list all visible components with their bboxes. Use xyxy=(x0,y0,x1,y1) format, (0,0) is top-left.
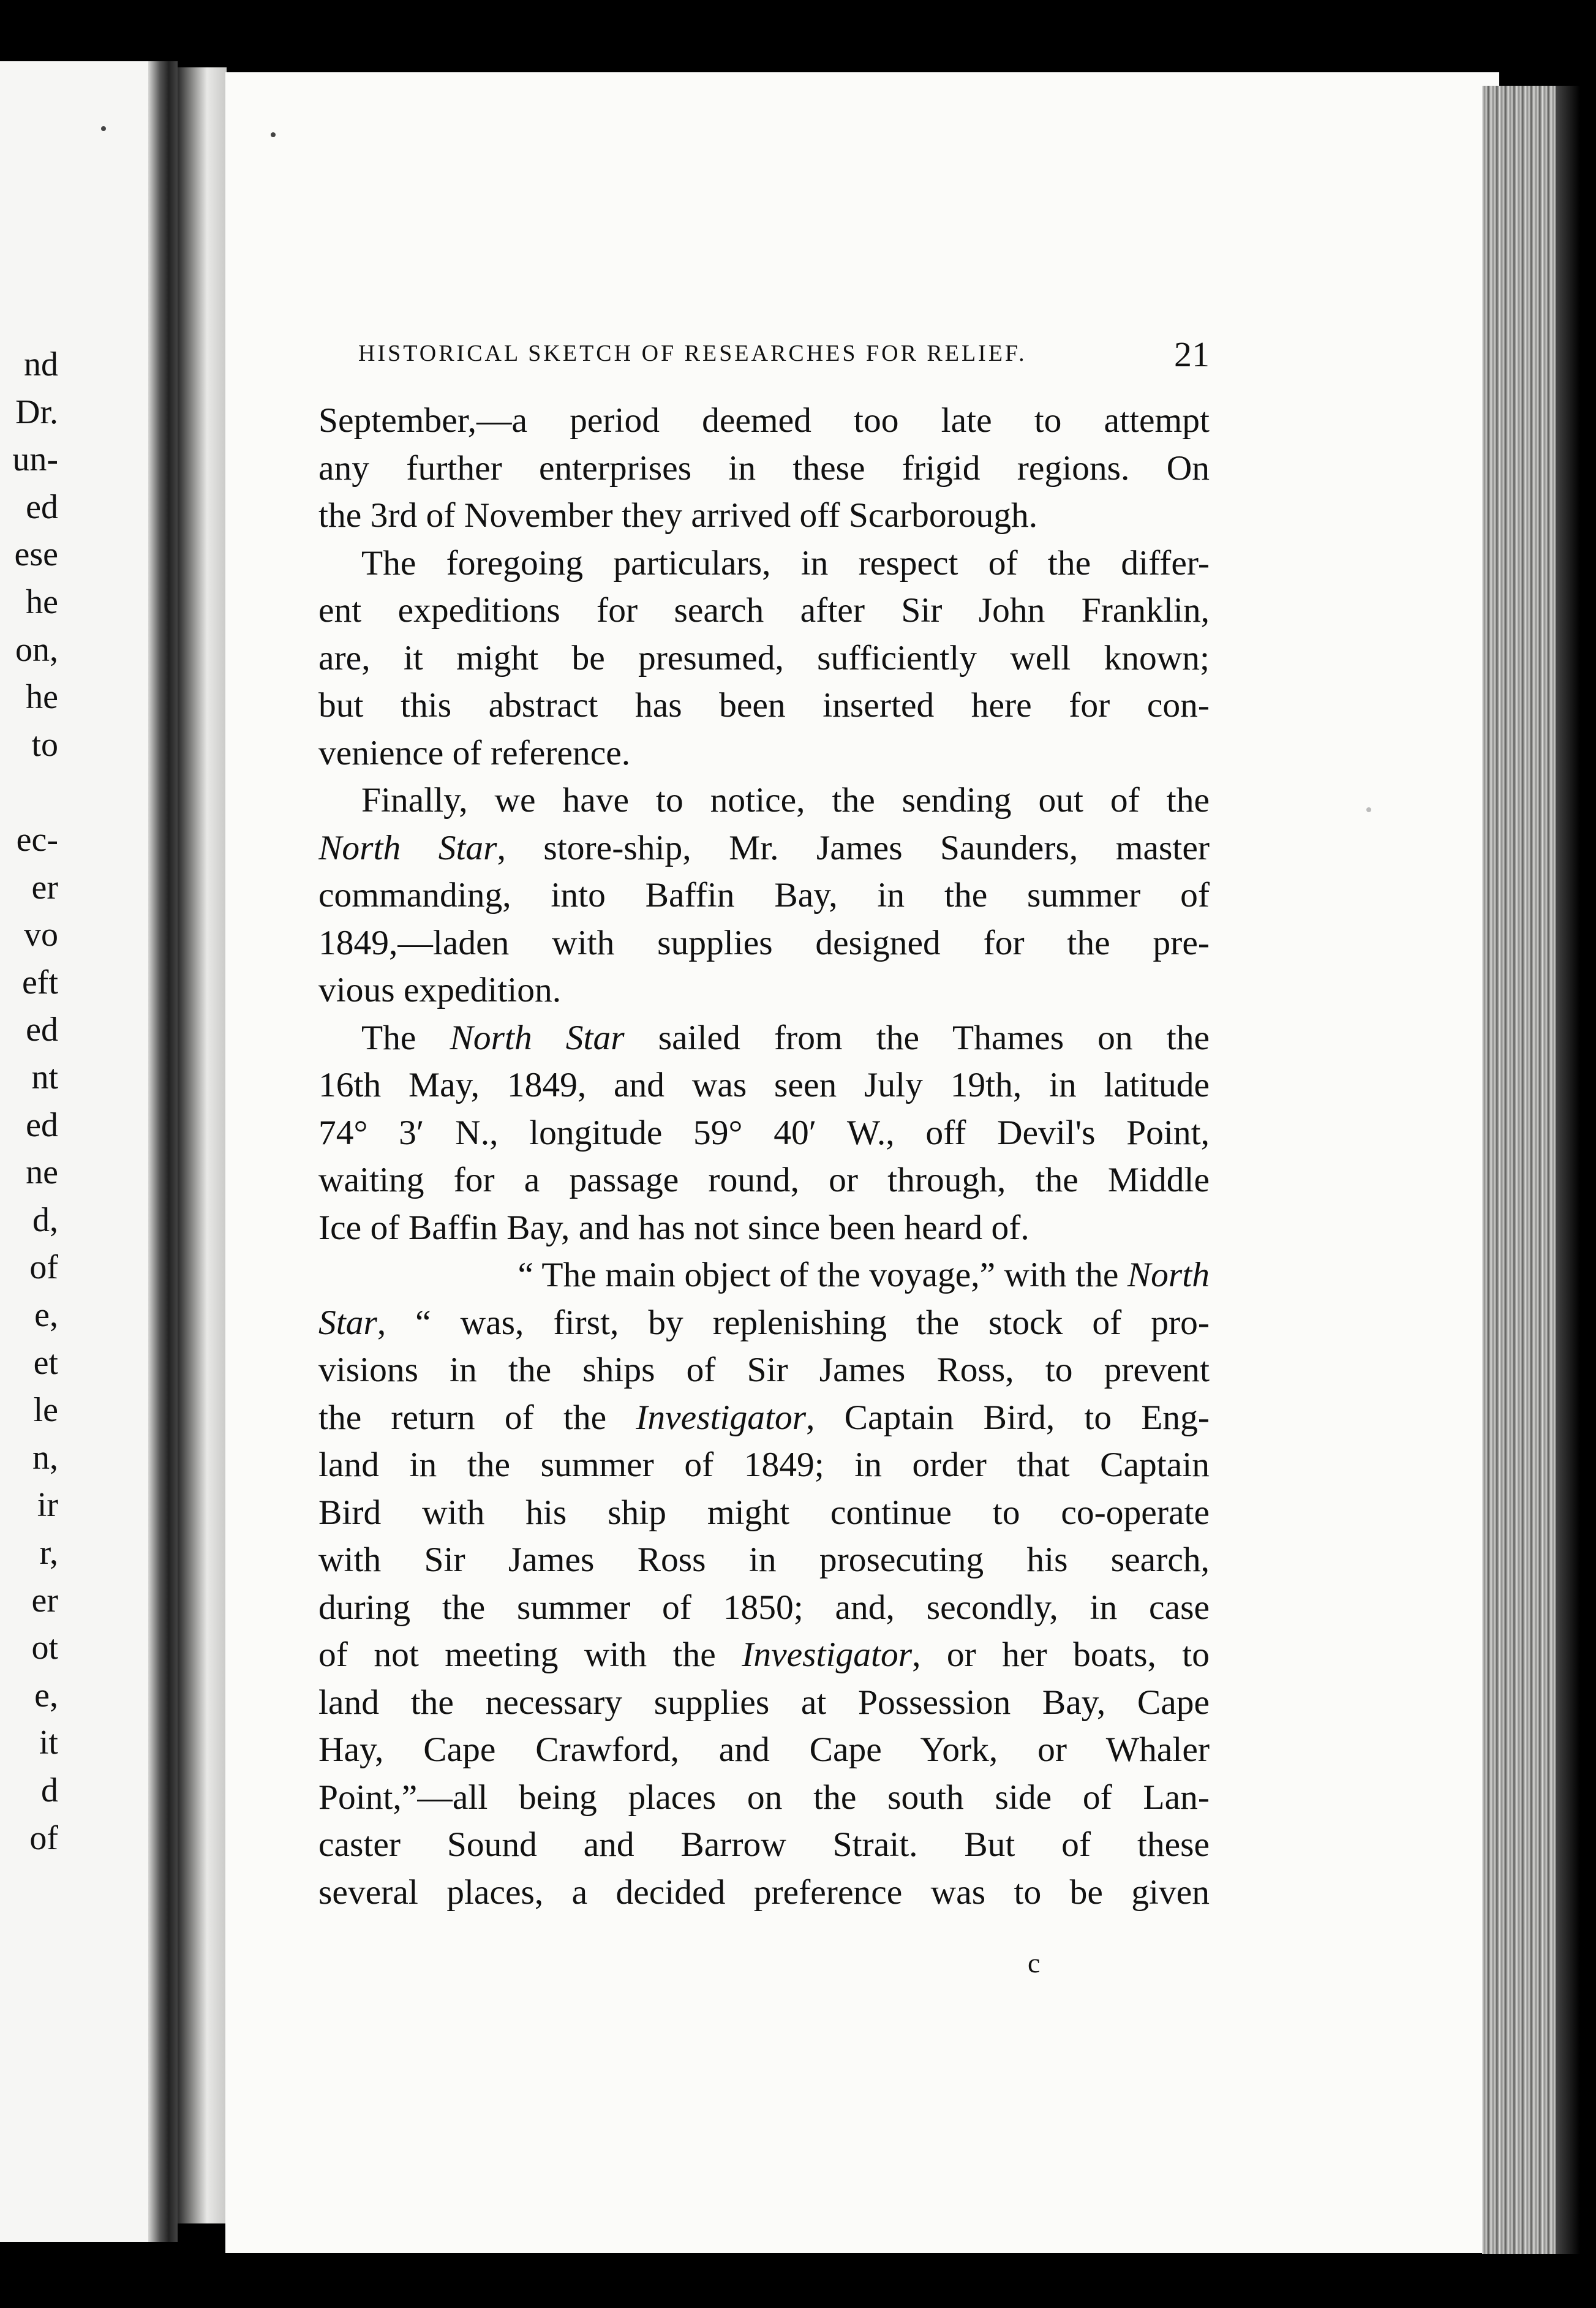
text-line-post: sailed from the Thames on the xyxy=(624,1018,1210,1057)
left-page-fragment: ed xyxy=(26,1011,58,1049)
text-line-pre: the return of the xyxy=(318,1398,636,1437)
text-line xyxy=(318,1631,1210,1679)
body-text xyxy=(318,397,1210,1916)
text-line-post: , or her boats, to xyxy=(912,1635,1210,1674)
text-line: during the summer of 1850; and, secondly, in case xyxy=(318,1588,1210,1627)
left-page-fragment: nd xyxy=(24,345,58,383)
text-line: Bird with his ship might continue to co-operate xyxy=(318,1493,1210,1532)
text-line: Hay, Cape Crawford, and Cape York, or Whaler xyxy=(318,1730,1210,1769)
left-page-fragment: n, xyxy=(32,1438,58,1477)
left-page-fragment: ese xyxy=(14,535,58,574)
text-line: are, it might be presumed, sufficiently well known; xyxy=(318,638,1210,677)
italic-ship-name: Investigator xyxy=(742,1635,913,1674)
italic-ship-name: Investigator xyxy=(636,1398,807,1437)
left-page-fragment: un- xyxy=(12,440,58,479)
text-line: any further enterprises in these frigid regions. On xyxy=(318,448,1210,488)
left-page-fragment: ir xyxy=(37,1486,58,1525)
italic-ship-name: North Star xyxy=(318,828,497,867)
left-page-fragment: Dr. xyxy=(15,393,58,431)
left-page-fragment: ne xyxy=(26,1153,58,1192)
left-page-fragment: r, xyxy=(39,1534,58,1572)
left-page-fragment: ed xyxy=(26,1106,58,1144)
running-title: HISTORICAL SKETCH OF RESEARCHES FOR RELIEF. xyxy=(358,341,1027,366)
text-line-post: , store-ship, Mr. James Saunders, master xyxy=(497,828,1210,867)
left-page-fragment: of xyxy=(29,1819,58,1857)
left-page-fragment: he xyxy=(26,678,58,717)
left-page-fragment: er xyxy=(31,1581,58,1620)
italic-ship-name: North xyxy=(1127,1256,1210,1294)
left-page-fragment: et xyxy=(33,1343,58,1382)
left-page-fragment: to xyxy=(31,725,58,764)
page-number: 21 xyxy=(1174,334,1210,374)
left-page-fragment: d xyxy=(41,1771,58,1809)
text-line: The foregoing particulars, in respect of the differ- xyxy=(361,543,1210,583)
book-binding xyxy=(178,67,227,2223)
text-line: with Sir James Ross in prosecuting his search, xyxy=(318,1541,1210,1579)
left-page-fragment: ec- xyxy=(16,821,58,859)
text-line: 74° 3′ N., longitude 59° 40′ W., off Devil's Point, xyxy=(318,1113,1210,1152)
left-page-fragment: eft xyxy=(21,963,58,1001)
left-page-fragment: it xyxy=(39,1724,58,1762)
left-page-fragment: he xyxy=(26,583,58,621)
text-line: commanding, into Baffin Bay, in the summer of xyxy=(318,876,1210,915)
left-page-fragment: e, xyxy=(34,1676,58,1714)
left-page-fragment: e, xyxy=(34,1296,58,1334)
text-line: several places, a decided preference was to be given xyxy=(318,1872,1210,1912)
left-page-fragment: of xyxy=(29,1248,58,1287)
text-line: the 3rd of November they arrived off Scarborough. xyxy=(318,496,1038,535)
text-line xyxy=(318,824,1210,872)
text-line: Finally, we have to notice, the sending out of the xyxy=(361,781,1210,820)
text-line-pre: The xyxy=(361,1018,450,1057)
left-facing-page xyxy=(0,61,178,2242)
text-line xyxy=(318,1394,1210,1442)
text-line xyxy=(318,1251,1210,1299)
text-line: waiting for a passage round, or through, the Middle xyxy=(318,1161,1210,1199)
text-line-pre: “ The main object of the voyage,” with the xyxy=(518,1256,1127,1294)
left-page-fragment: er xyxy=(31,868,58,907)
text-line-post: , “ was, first, by replenishing the stock of pro- xyxy=(377,1303,1210,1342)
text-line: land in the summer of 1849; in order that Captain xyxy=(318,1446,1210,1484)
left-page-fragment: le xyxy=(33,1391,58,1430)
italic-ship-name: North Star xyxy=(450,1018,625,1057)
page-speck xyxy=(1366,807,1371,812)
left-page-fragment: vo xyxy=(24,916,58,954)
page-speck xyxy=(101,126,106,131)
text-line: but this abstract has been inserted here for con- xyxy=(318,686,1210,725)
left-page-fragment: ed xyxy=(26,488,58,526)
text-line: caster Sound and Barrow Strait. But of these xyxy=(318,1825,1210,1864)
text-line xyxy=(318,1014,1210,1062)
text-line: September,—a period deemed too late to attempt xyxy=(318,401,1210,440)
book-fore-edge xyxy=(1482,86,1556,2254)
italic-ship-name: Star xyxy=(318,1303,377,1342)
left-page-fragment: d, xyxy=(32,1201,58,1239)
text-line-pre: of not meeting with the xyxy=(318,1635,742,1674)
signature-mark: c xyxy=(1028,1947,1041,1978)
text-line: Ice of Baffin Bay, and has not since been heard of. xyxy=(318,1208,1029,1247)
fore-edge-shadow xyxy=(1556,86,1580,2254)
text-line-post: , Captain Bird, to Eng- xyxy=(806,1398,1210,1437)
left-page-fragment: ot xyxy=(31,1629,58,1667)
text-line: vious expedition. xyxy=(318,971,562,1009)
left-page-fragment: on, xyxy=(15,630,58,669)
text-line: ent expeditions for search after Sir John Franklin, xyxy=(318,591,1210,630)
text-line: 1849,—laden with supplies designed for the pre- xyxy=(318,923,1210,962)
text-line: 16th May, 1849, and was seen July 19th, in latitude xyxy=(318,1066,1210,1104)
left-page-gutter-shadow xyxy=(148,61,178,2242)
text-line: venience of reference. xyxy=(318,733,631,772)
running-head xyxy=(358,334,1210,377)
left-page-fragment: nt xyxy=(31,1058,58,1096)
text-line xyxy=(318,1299,1210,1347)
page-speck xyxy=(271,132,276,137)
text-line: land the necessary supplies at Possession Bay, Cape xyxy=(318,1683,1210,1722)
text-line: Point,”—all being places on the south side of Lan- xyxy=(318,1778,1210,1817)
text-line: visions in the ships of Sir James Ross, to prevent xyxy=(318,1351,1210,1389)
